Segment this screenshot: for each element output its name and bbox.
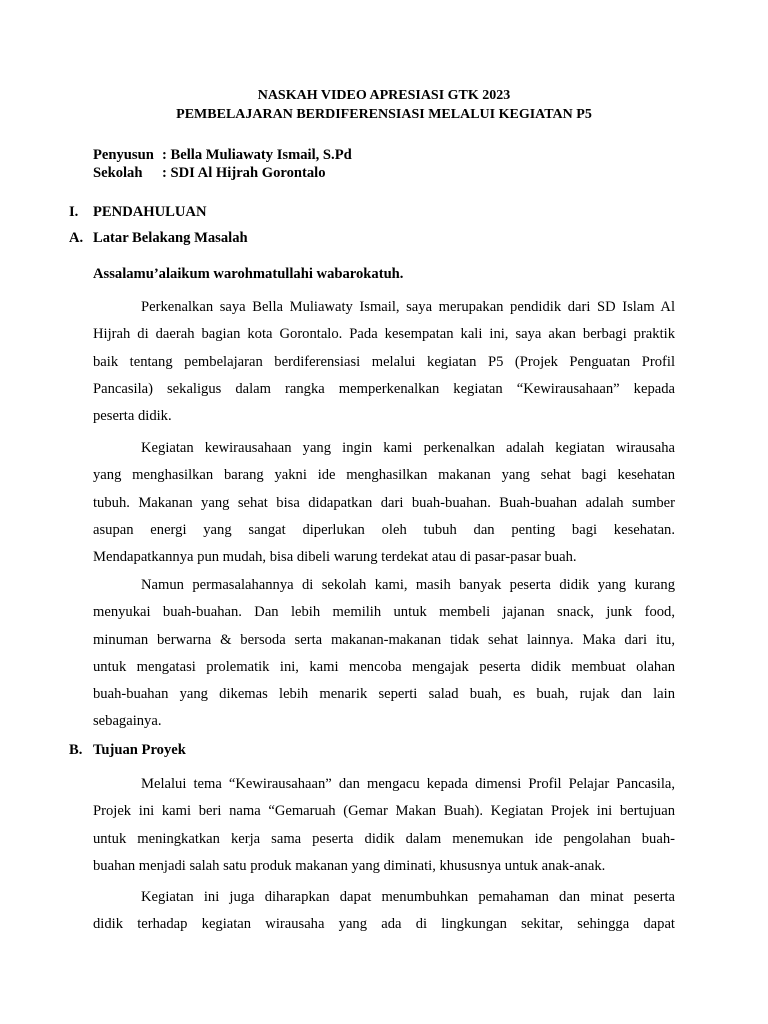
para-line: Perkenalkan saya Bella Muliawaty Ismail, saya merupakan pendidik dari SD Islam Al: [141, 299, 675, 315]
para-line: untuk meningkatkan kerja sama peserta didik dalam menemukan ide pengolahan buah-: [93, 830, 675, 847]
para-line: Namun permasalahannya di sekolah kami, masih banyak peserta didik yang kurang: [141, 577, 675, 593]
paragraph-a3: [93, 572, 675, 736]
para-line: Mendapatkannya pun mudah, bisa dibeli warung terdekat atau di pasar-pasar buah.: [93, 549, 577, 566]
para-line: baik tentang pembelajaran berdiferensiasi melalui kegiatan P5 (Projek Penguatan Profil: [93, 353, 675, 370]
para-line: buahan menjadi salah satu produk makanan yang diminati, khususnya untuk anak-anak.: [93, 857, 606, 874]
para-line: buah-buahan yang dikemas lebih menarik seperti salad buah, es buah, rujak dan lain: [93, 686, 675, 703]
para-line: Hijrah di daerah bagian kota Gorontalo. Pada kesempatan kali ini, saya akan berbagi praktik: [93, 326, 675, 343]
para-line: menyukai buah-buahan. Dan lebih memilih untuk membeli jajanan snack, junk food,: [93, 604, 675, 621]
section-title: PENDAHULUAN: [93, 204, 207, 220]
school-value: : SDI Al Hijrah Gorontalo: [162, 165, 326, 181]
para-line: Projek ini kami beri nama “Gemaruah (Gemar Makan Buah). Kegiatan Projek ini bertujuan: [93, 803, 675, 820]
paragraph-b2: [93, 884, 675, 939]
author-label: Penyusun: [93, 147, 154, 163]
para-line: didik terhadap kegiatan wirausaha yang ada di lingkungan sekitar, sehingga dapat: [93, 916, 675, 933]
document-subtitle: PEMBELAJARAN BERDIFERENSIASI MELALUI KEGIATAN P5: [176, 107, 592, 122]
para-line: asupan energi yang sangat diperlukan oleh tubuh dan penting bagi kesehatan.: [93, 521, 675, 538]
para-line: Melalui tema “Kewirausahaan” dan mengacu kepada dimensi Profil Pelajar Pancasila,: [141, 776, 675, 792]
paragraph-a1: [93, 294, 675, 430]
section-number: B.: [69, 742, 83, 758]
para-line: Kegiatan ini juga diharapkan dapat menumbuhkan pemahaman dan minat peserta: [141, 889, 675, 905]
section-number: A.: [69, 230, 84, 246]
para-line: untuk mengatasi prolematik ini, kami mencoba mengajak peserta didik membuat olahan: [93, 658, 675, 675]
document-title: NASKAH VIDEO APRESIASI GTK 2023: [257, 88, 511, 103]
para-line: Pancasila) sekaligus dalam rangka memperkenalkan kegiatan “Kewirausahaan” kepada: [93, 380, 675, 397]
school-label: Sekolah: [93, 165, 143, 181]
greeting-text: Assalamu’alaikum warohmatullahi wabarokatuh.: [93, 266, 404, 282]
para-line: sebagainya.: [93, 713, 162, 730]
author-value: : Bella Muliawaty Ismail, S.Pd: [162, 147, 352, 163]
para-line: peserta didik.: [93, 408, 172, 425]
section-title: Tujuan Proyek: [93, 742, 186, 758]
section-number: I.: [69, 204, 79, 220]
paragraph-a2: [93, 435, 675, 571]
para-line: minuman berwarna & bersoda serta makanan-makanan tidak sehat lainnya. Maka dari itu,: [93, 631, 675, 648]
section-title: Latar Belakang Masalah: [93, 230, 248, 246]
para-line: yang menghasilkan barang yakni ide menghasilkan makanan yang sehat bagi kesehatan: [93, 467, 675, 484]
para-line: tubuh. Makanan yang sehat bisa didapatkan dari buah-buahan. Buah-buahan adalah sumber: [93, 494, 675, 511]
para-line: Kegiatan kewirausahaan yang ingin kami perkenalkan adalah kegiatan wirausaha: [141, 440, 675, 456]
paragraph-b1: [93, 771, 675, 880]
